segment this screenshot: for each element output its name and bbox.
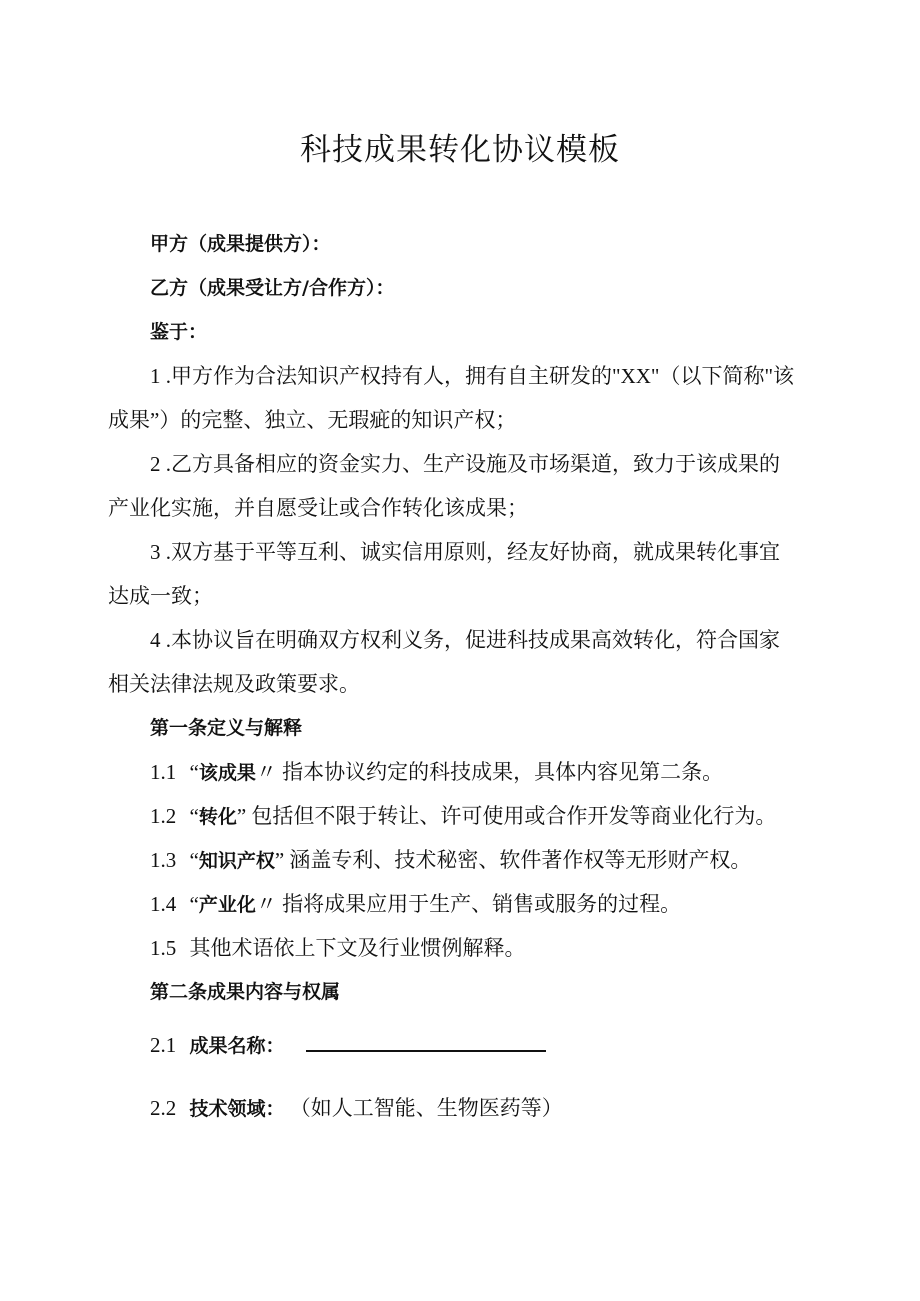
recital-4-line-1: 4 .本协议旨在明确双方权利义务，促进科技成果高效转化，符合国家 bbox=[150, 628, 780, 652]
content-item-field bbox=[150, 1094, 563, 1123]
definition-item bbox=[150, 890, 681, 919]
definition-text: 涵盖专利、技术秘密、软件著作权等无形财产权。 bbox=[289, 848, 752, 872]
definition-text: 包括但不限于转让、许可使用或合作开发等商业化行为。 bbox=[251, 804, 777, 828]
recital-4-line-2: 相关法律法规及政策要求。 bbox=[108, 672, 360, 696]
party-b-label: 乙方（成果受让方/合作方）： bbox=[150, 277, 395, 299]
definition-item bbox=[150, 758, 723, 787]
recital-2-line-1: 2 .乙方具备相应的资金实力、生产设施及市场渠道，致力于该成果的 bbox=[150, 452, 780, 476]
item-number: 1.3 bbox=[150, 848, 177, 872]
quote-open: “ bbox=[189, 892, 199, 916]
field-label: 技术领域： bbox=[189, 1098, 285, 1120]
defined-term: 产业化 bbox=[198, 894, 256, 916]
whereas-label: 鉴于： bbox=[150, 321, 208, 343]
item-number: 1.2 bbox=[150, 804, 177, 828]
quote-close: 〃 bbox=[255, 760, 277, 784]
quote-open: “ bbox=[189, 848, 199, 872]
content-item-name bbox=[150, 1030, 546, 1060]
quote-open: “ bbox=[189, 760, 199, 784]
definition-text: 指本协议约定的科技成果，具体内容见第二条。 bbox=[282, 760, 724, 784]
article-2-heading: 第二条成果内容与权属 bbox=[150, 981, 341, 1003]
fill-in-blank[interactable] bbox=[306, 1030, 546, 1052]
recital-1-line-1: 1 .甲方作为合法知识产权持有人，拥有自主研发的"XX"（以下简称"该 bbox=[150, 364, 795, 388]
quote-close: ” bbox=[236, 804, 247, 828]
recital-3-line-1: 3 .双方基于平等互利、诚实信用原则，经友好协商，就成果转化事宜 bbox=[150, 540, 780, 564]
article-1-heading: 第一条定义与解释 bbox=[150, 717, 303, 739]
party-a-label: 甲方（成果提供方）： bbox=[150, 233, 331, 255]
definition-text: 其他术语依上下文及行业惯例解释。 bbox=[189, 936, 526, 960]
recital-1-line-2: 成果”）的完整、独立、无瑕疵的知识产权； bbox=[108, 408, 517, 432]
quote-close: 〃 bbox=[255, 892, 277, 916]
recital-3-line-2: 达成一致； bbox=[108, 584, 213, 608]
item-number: 1.1 bbox=[150, 760, 177, 784]
definition-item bbox=[150, 934, 526, 962]
definition-item bbox=[150, 846, 751, 875]
field-label: 成果名称： bbox=[189, 1035, 285, 1057]
field-hint: （如人工智能、生物医药等） bbox=[289, 1096, 563, 1120]
quote-close: ” bbox=[274, 848, 285, 872]
defined-term: 转化 bbox=[198, 806, 237, 828]
defined-term: 该成果 bbox=[198, 762, 256, 784]
definition-item bbox=[150, 802, 776, 831]
document-title: 科技成果转化协议模板 bbox=[300, 132, 620, 168]
item-number: 1.5 bbox=[150, 936, 177, 960]
defined-term: 知识产权 bbox=[198, 850, 275, 872]
item-number: 2.2 bbox=[150, 1096, 177, 1120]
quote-open: “ bbox=[189, 804, 199, 828]
item-number: 2.1 bbox=[150, 1033, 177, 1057]
recital-2-line-2: 产业化实施，并自愿受让或合作转化该成果； bbox=[108, 496, 528, 520]
item-number: 1.4 bbox=[150, 892, 177, 916]
definition-text: 指将成果应用于生产、销售或服务的过程。 bbox=[282, 892, 682, 916]
